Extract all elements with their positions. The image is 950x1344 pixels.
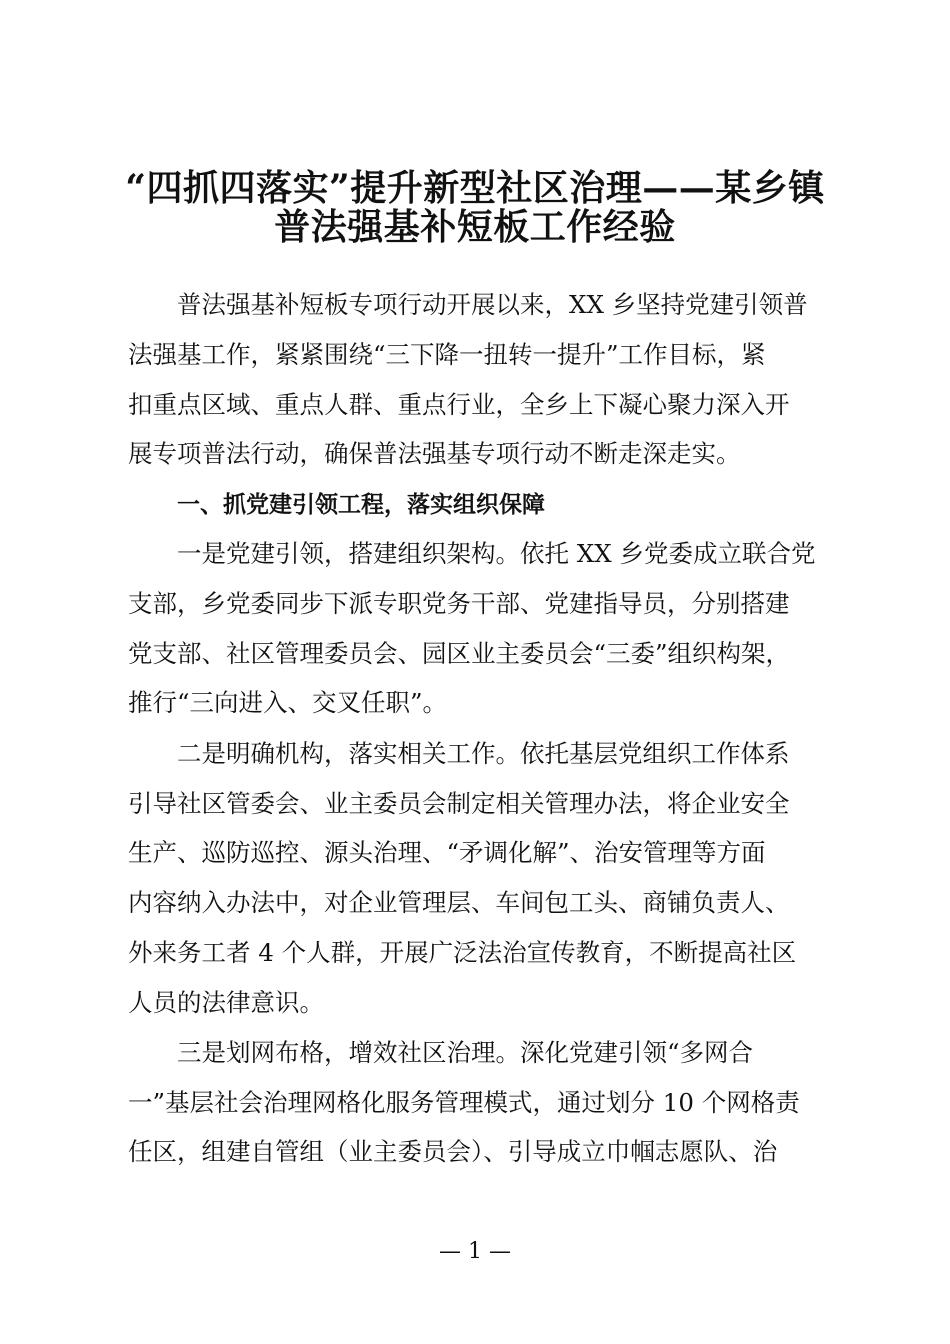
paragraph-line: 一是党建引领，搭建组织架构。依托 XX 乡党委成立联合党 xyxy=(177,539,816,568)
paragraph-line: 支部，乡党委同步下派专职党务干部、党建指导员，分别搭建 xyxy=(128,589,790,618)
intro-line: 法强基工作，紧紧围绕“三下降一扭转一提升”工作目标，紧 xyxy=(128,340,766,369)
document-title-line-2: 普法强基补短板工作经验 xyxy=(274,206,676,248)
paragraph-line: 推行“三向进入、交叉任职”。 xyxy=(128,688,448,717)
document-title-line-1: “四抓四落实”提升新型社区治理——某乡镇 xyxy=(125,167,825,209)
section-heading: 一、抓党建引领工程，落实组织保障 xyxy=(177,492,545,518)
page-number: — 1 — xyxy=(439,1239,511,1264)
paragraph-line: 党支部、社区管理委员会、园区业主委员会“三委”组织构架， xyxy=(128,639,791,668)
paragraph-line: 一”基层社会治理网格化服务管理模式，通过划分 10 个网格责 xyxy=(128,1088,800,1117)
intro-line: 普法强基补短板专项行动开展以来，XX 乡坚持党建引领普 xyxy=(177,290,808,319)
intro-line: 展专项普法行动，确保普法强基专项行动不断走深走实。 xyxy=(128,439,741,468)
paragraph-line: 外来务工者 4 个人群，开展广泛法治宣传教育，不断提高社区 xyxy=(128,938,797,967)
paragraph-line: 三是划网布格，增效社区治理。深化党建引领“多网合 xyxy=(177,1038,754,1067)
paragraph-line: 二是明确机构，落实相关工作。依托基层党组织工作体系 xyxy=(177,739,790,768)
paragraph-line: 任区，组建自管组（业主委员会）、引导成立巾帼志愿队、治 xyxy=(128,1137,778,1166)
paragraph-line: 生产、巡防巡控、源头治理、“矛调化解”、治安管理等方面 xyxy=(128,838,766,867)
intro-line: 扣重点区域、重点人群、重点行业，全乡上下凝心聚力深入开 xyxy=(128,390,790,419)
paragraph-line: 引导社区管委会、业主委员会制定相关管理办法，将企业安全 xyxy=(128,789,790,818)
paragraph-line: 内容纳入办法中，对企业管理层、车间包工头、商铺负责人、 xyxy=(128,888,790,917)
paragraph-line: 人员的法律意识。 xyxy=(128,988,324,1017)
